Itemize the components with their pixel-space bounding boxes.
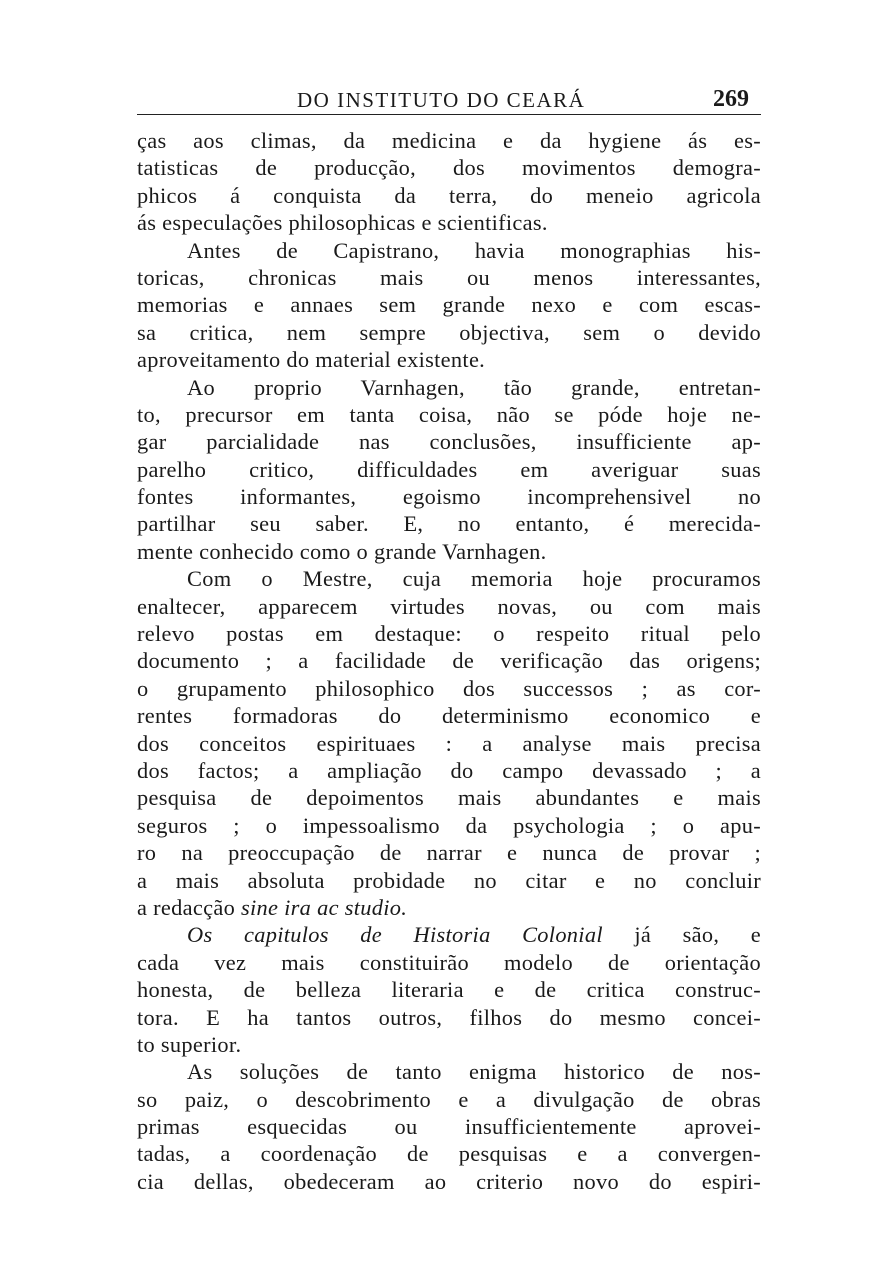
text-line: relevo postas em destaque: o respeito ritual pelo bbox=[137, 621, 761, 647]
text-line: pesquisa de depoimentos mais abundantes e mais bbox=[137, 785, 761, 811]
text-line: Antes de Capistrano, havia monographias his- bbox=[187, 237, 761, 263]
text-line: tora. E ha tantos outros, filhos do mesmo concei- bbox=[137, 1004, 761, 1030]
text-line: dos factos; a ampliação do campo devassado ; a bbox=[137, 757, 761, 783]
text-line: gar parcialidade nas conclusões, insufficiente ap- bbox=[137, 429, 761, 455]
body-text bbox=[137, 127, 761, 1195]
text-line: seguros ; o impessoalismo da psychologia ; o apu- bbox=[137, 812, 761, 838]
text-line: to superior. bbox=[137, 1031, 242, 1057]
text-line bbox=[137, 921, 761, 948]
text-line: Ao proprio Varnhagen, tão grande, entretan- bbox=[187, 374, 761, 400]
text-line: aproveitamento do material existente. bbox=[137, 347, 486, 373]
header-rule bbox=[137, 114, 761, 115]
text-fragment: já são, e bbox=[634, 922, 761, 948]
text-line: primas esquecidas ou insufficientemente aprovei- bbox=[137, 1114, 761, 1140]
text-line: mente conhecido como o grande Varnhagen. bbox=[137, 538, 547, 564]
text-line: parelho critico, difficuldades em averiguar suas bbox=[137, 456, 761, 482]
text-line: documento ; a facilidade de verificação das origens; bbox=[137, 648, 761, 674]
text-line: tadas, a coordenação de pesquisas e a convergen- bbox=[137, 1141, 761, 1167]
text-line: As soluções de tanto enigma historico de nos- bbox=[187, 1059, 761, 1085]
text-line: cada vez mais constituirão modelo de orientação bbox=[137, 949, 761, 975]
text-line: ás especulações philosophicas e scientificas. bbox=[137, 210, 548, 236]
latin-phrase: sine ira ac studio. bbox=[240, 894, 408, 920]
book-title: Os capitulos de Historia Colonial bbox=[187, 922, 603, 948]
text-line: honesta, de belleza literaria e de critica construc- bbox=[137, 977, 761, 1003]
running-title: DO INSTITUTO DO CEARÁ bbox=[297, 88, 586, 112]
page-number: 269 bbox=[713, 86, 749, 112]
text-line: cia dellas, obedeceram ao criterio novo do espiri- bbox=[137, 1168, 761, 1194]
text-line: rentes formadoras do determinismo economico e bbox=[137, 703, 761, 729]
text-line: toricas, chronicas mais ou menos interessantes, bbox=[137, 264, 761, 290]
text-line: fontes informantes, egoismo incomprehensivel no bbox=[137, 484, 761, 510]
text-line: dos conceitos espirituaes : a analyse mais precisa bbox=[137, 730, 761, 756]
text-line: tatisticas de producção, dos movimentos demogra- bbox=[137, 155, 761, 181]
text-line: ro na preoccupação de narrar e nunca de provar ; bbox=[137, 840, 761, 866]
text-line: a mais absoluta probidade no citar e no concluir bbox=[137, 867, 761, 893]
text-line: enaltecer, apparecem virtudes novas, ou com mais bbox=[137, 593, 761, 619]
text-line: memorias e annaes sem grande nexo e com escas- bbox=[137, 292, 761, 318]
running-header bbox=[137, 86, 761, 118]
text-line: ças aos climas, da medicina e da hygiene ás es- bbox=[137, 128, 761, 153]
text-line: o grupamento philosophico dos successos ; as cor- bbox=[137, 675, 761, 701]
text-line: partilhar seu saber. E, no entanto, é merecida- bbox=[137, 511, 761, 537]
text-line: to, precursor em tanta coisa, não se póde hoje ne- bbox=[137, 401, 761, 427]
text-line: so paiz, o descobrimento e a divulgação de obras bbox=[137, 1086, 761, 1112]
text-line bbox=[137, 894, 761, 921]
text-line: phicos á conquista da terra, do meneio agricola bbox=[137, 182, 761, 208]
text-fragment: a redacção bbox=[137, 894, 236, 920]
text-line: Com o Mestre, cuja memoria hoje procuramos bbox=[187, 566, 761, 592]
text-line: sa critica, nem sempre objectiva, sem o devido bbox=[137, 319, 761, 345]
